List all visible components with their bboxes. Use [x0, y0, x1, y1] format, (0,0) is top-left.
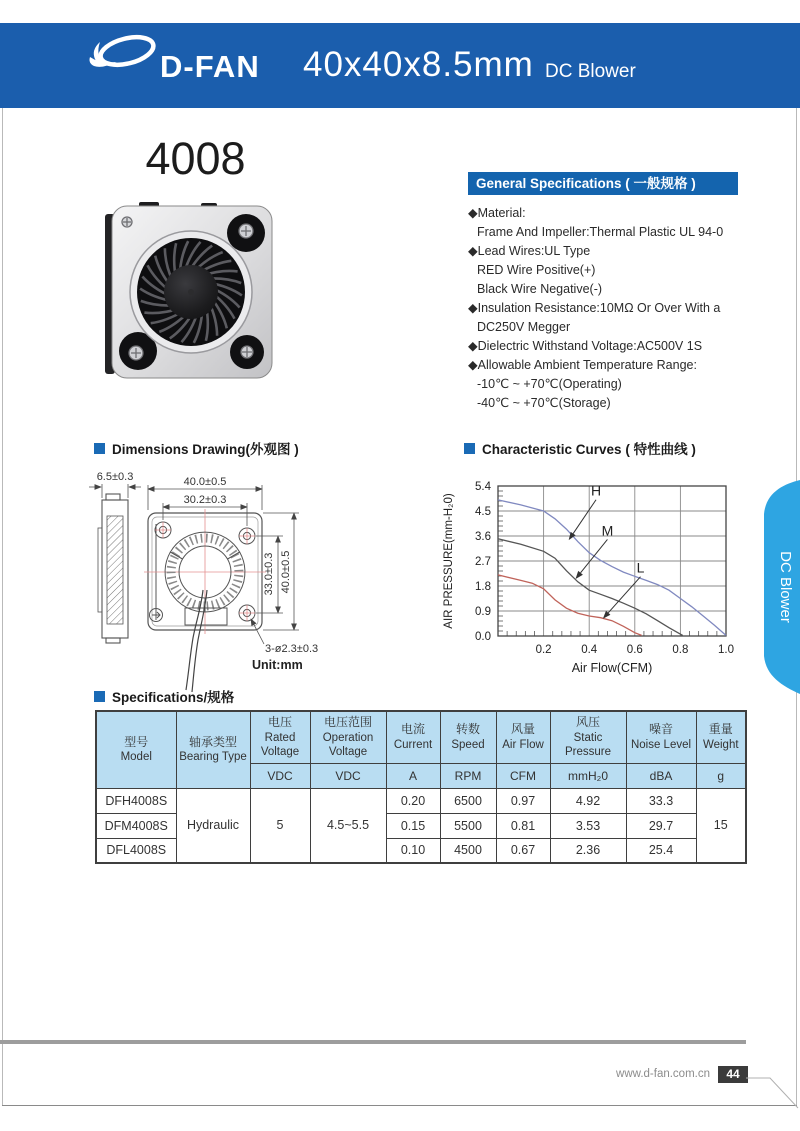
cell-weight: 15	[696, 788, 746, 863]
svg-text:0.2: 0.2	[535, 644, 552, 656]
unit-speed: RPM	[440, 763, 496, 788]
col-header-operation-voltage: 电压范围 Operation Voltage	[310, 711, 386, 763]
cell-air-flow: 0.67	[496, 838, 550, 863]
svg-text:1.8: 1.8	[475, 581, 491, 593]
cell-model: DFL4008S	[96, 838, 176, 863]
cell-model: DFM4008S	[96, 813, 176, 838]
side-view	[98, 494, 128, 643]
col-header-weight: 重量 Weight	[696, 711, 746, 763]
spec-line: RED Wire Positive(+)	[477, 263, 596, 277]
cell-operation-voltage: 4.5~5.5	[310, 788, 386, 863]
brand-logo-icon	[86, 30, 158, 72]
spec-line: -10℃ ~ +70℃(Operating)	[477, 377, 622, 391]
spec-line: ◆Allowable Ambient Temperature Range:	[468, 358, 697, 372]
cell-bearing: Hydraulic	[176, 788, 250, 863]
specs-section-title: Specifications/规格	[94, 686, 234, 706]
cell-pressure: 4.92	[550, 788, 626, 813]
dimensions-drawing	[82, 460, 342, 700]
unit-static-pressure: mmH₂0	[550, 763, 626, 788]
cell-air-flow: 0.81	[496, 813, 550, 838]
unit-current: A	[386, 763, 440, 788]
footer-corner-line	[746, 1070, 800, 1110]
unit-noise: dBA	[626, 763, 696, 788]
svg-text:M: M	[601, 522, 614, 539]
model-number: 4008	[145, 133, 246, 184]
svg-text:4.5: 4.5	[475, 506, 491, 518]
col-header-noise: 噪音 Noise Level	[626, 711, 696, 763]
characteristic-curves-chart	[438, 468, 758, 688]
col-header-speed: 转数 Speed	[440, 711, 496, 763]
cell-pressure: 2.36	[550, 838, 626, 863]
spec-line: ◆Insulation Resistance:10MΩ Or Over With a	[468, 301, 721, 315]
svg-text:AIR PRESSURE(mm-H₂0): AIR PRESSURE(mm-H₂0)	[443, 493, 455, 629]
dimensions-section-title: Dimensions Drawing(外观图 )	[94, 438, 299, 458]
side-tab-label: DC Blower	[777, 551, 794, 623]
svg-text:0.8: 0.8	[672, 644, 689, 656]
svg-text:1.0: 1.0	[718, 644, 734, 656]
col-header-air-flow: 风量 Air Flow	[496, 711, 550, 763]
spec-line: ◆Lead Wires:UL Type	[468, 244, 591, 258]
svg-text:0.9: 0.9	[475, 606, 491, 618]
unit-rated-voltage: VDC	[250, 763, 310, 788]
dim-unit: Unit:mm	[252, 658, 303, 672]
svg-text:0.4: 0.4	[581, 644, 598, 656]
product-photo-blower-fan	[103, 200, 278, 388]
curves-section-title: Characteristic Curves ( 特性曲线 )	[464, 438, 696, 458]
col-header-model: 型号 Model	[96, 711, 176, 788]
cell-speed: 5500	[440, 813, 496, 838]
svg-text:0.6: 0.6	[626, 644, 643, 656]
cell-noise: 33.3	[626, 788, 696, 813]
general-specs-heading: General Specifications ( 一般规格 )	[468, 172, 738, 195]
cell-pressure: 3.53	[550, 813, 626, 838]
unit-air-flow: CFM	[496, 763, 550, 788]
table-row	[96, 788, 746, 813]
spec-line: Black Wire Negative(-)	[477, 282, 603, 296]
dimension-lines	[148, 485, 299, 644]
svg-text:H: H	[590, 482, 602, 499]
blue-square-bullet-icon	[94, 443, 105, 454]
side-tab-dc-blower	[754, 478, 800, 696]
cell-current: 0.15	[386, 813, 440, 838]
spec-line: ◆Material:	[468, 206, 526, 220]
header-bar	[0, 23, 800, 108]
page-title: 40x40x8.5mm	[303, 45, 534, 84]
spec-line: Frame And Impeller:Thermal Plastic UL 94-0	[477, 225, 724, 239]
cell-noise: 25.4	[626, 838, 696, 863]
svg-text:2.7: 2.7	[475, 556, 491, 568]
spec-line: -40℃ ~ +70℃(Storage)	[477, 396, 611, 410]
cell-speed: 4500	[440, 838, 496, 863]
cell-air-flow: 0.97	[496, 788, 550, 813]
footer-rule	[0, 1040, 746, 1044]
dim-depth: 6.5±0.3	[96, 471, 134, 483]
cell-speed: 6500	[440, 788, 496, 813]
svg-text:5.4: 5.4	[475, 481, 491, 493]
col-header-bearing: 轴承类型 Bearing Type	[176, 711, 250, 788]
dim-height: 40.0±0.5	[280, 550, 292, 594]
page-subtitle: DC Blower	[545, 61, 636, 82]
dim-hole-span-w: 30.2±0.3	[183, 494, 227, 506]
page-border-left	[2, 108, 3, 1105]
dim-width: 40.0±0.5	[183, 476, 227, 488]
col-header-rated-voltage: 电压 Rated Voltage	[250, 711, 310, 763]
cell-noise: 29.7	[626, 813, 696, 838]
front-view	[144, 509, 266, 692]
blue-square-bullet-icon	[464, 443, 475, 454]
dim-holes: 3-ø2.3±0.3	[265, 643, 319, 655]
side-view-dimension	[89, 484, 141, 498]
cell-model: DFH4008S	[96, 788, 176, 813]
col-header-current: 电流 Current	[386, 711, 440, 763]
dim-hole-span-h: 33.0±0.3	[263, 552, 275, 596]
col-header-static-pressure: 风压 Static Pressure	[550, 711, 626, 763]
spec-line: ◆Dielectric Withstand Voltage:AC500V 1S	[468, 339, 703, 353]
svg-text:3.6: 3.6	[475, 531, 491, 543]
unit-weight: g	[696, 763, 746, 788]
cell-current: 0.20	[386, 788, 440, 813]
svg-text:L: L	[636, 559, 645, 576]
brand-name: D-FAN	[160, 49, 260, 84]
specifications-table	[95, 710, 747, 864]
svg-text:0.0: 0.0	[475, 631, 491, 643]
cell-current: 0.10	[386, 838, 440, 863]
footer-website: www.d-fan.com.cn	[616, 1068, 710, 1080]
spec-line: DC250V Megger	[477, 320, 571, 334]
page-number-badge: 44	[718, 1066, 748, 1083]
unit-operation-voltage: VDC	[310, 763, 386, 788]
cell-rated-voltage: 5	[250, 788, 310, 863]
page-border-bottom	[2, 1105, 797, 1106]
general-specs-list	[468, 204, 783, 413]
svg-text:Air Flow(CFM): Air Flow(CFM)	[571, 661, 653, 675]
